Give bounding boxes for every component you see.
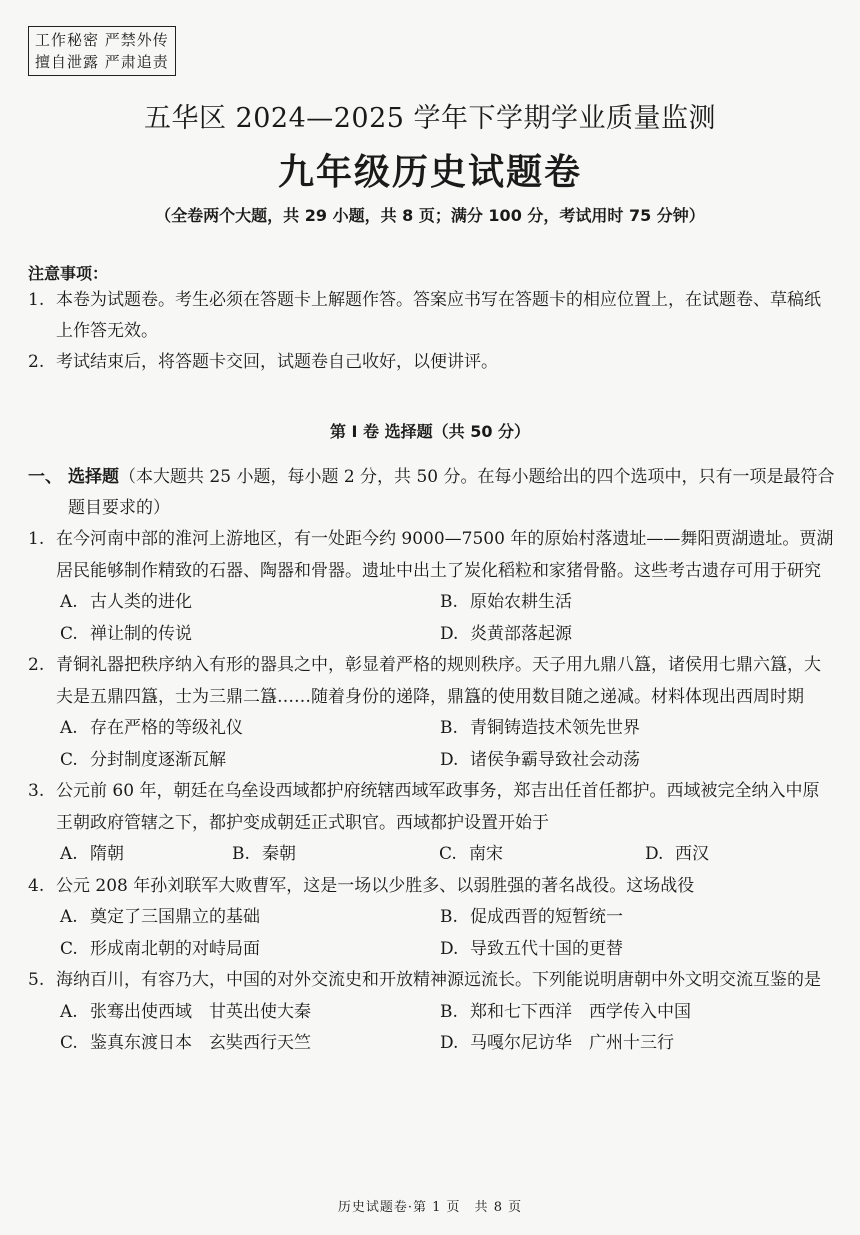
option bbox=[56, 839, 228, 871]
option-text: 隋朝 bbox=[90, 844, 124, 864]
question-number: 1. bbox=[28, 529, 45, 549]
question bbox=[28, 524, 836, 587]
option-label: D. bbox=[440, 623, 459, 644]
option-label: B. bbox=[440, 907, 458, 927]
option bbox=[56, 619, 436, 651]
option bbox=[228, 839, 435, 871]
page-footer: 历史试题卷·第 1 页 共 8 页 bbox=[337, 1200, 523, 1215]
exam-info: （全卷两个大题，共 29 小题，共 8 页；满分 100 分，考试用时 75 分钟） bbox=[155, 206, 705, 225]
option-label: C. bbox=[60, 623, 78, 644]
notice-number: 1. bbox=[28, 290, 45, 310]
notice-number: 2. bbox=[28, 352, 45, 372]
question-stem: 在今河南中部的淮河上游地区，有一处距今约 9000—7500 年的原始村落遗址——舞阳贾湖遗址。贾湖居民能够制作精致的石器、陶器和骨器。遗址中出土了炭化稻粒和家猪骨骼。这些考古遗存可用于研究 bbox=[56, 529, 834, 581]
option bbox=[56, 934, 436, 966]
question-options bbox=[56, 713, 836, 776]
option-label: C. bbox=[60, 749, 78, 770]
option-label: A. bbox=[60, 592, 78, 612]
option-label: D. bbox=[645, 844, 664, 864]
option-text: 奠定了三国鼎立的基础 bbox=[90, 907, 260, 927]
exam-title: 五华区 2024—2025 学年下学期学业质量监测 bbox=[143, 103, 717, 134]
option-text: 马嘎尔尼访华 广州十三行 bbox=[470, 1033, 674, 1053]
option-label: A. bbox=[60, 907, 78, 927]
question-stem: 青铜礼器把秩序纳入有形的器具之中，彰显着严格的规则秩序。天子用九鼎八簋，诸侯用七鼎六簋，大夫是五鼎四簋，士为三鼎二簋……随着身份的递降，鼎簋的使用数目随之递减。材料体现出西周时期 bbox=[56, 655, 821, 707]
option-label: A. bbox=[60, 844, 78, 864]
option bbox=[436, 902, 816, 934]
option-text: 形成南北朝的对峙局面 bbox=[90, 938, 260, 959]
question-stem: 公元 208 年孙刘联军大败曹军，这是一场以少胜多、以弱胜强的著名战役。这场战役 bbox=[56, 875, 695, 896]
option bbox=[56, 1028, 436, 1060]
question-options bbox=[56, 839, 836, 871]
question bbox=[28, 650, 836, 713]
section-number: 一、 bbox=[28, 467, 62, 487]
option bbox=[436, 934, 816, 966]
section-heading bbox=[28, 462, 836, 524]
option bbox=[56, 745, 436, 777]
option-label: C. bbox=[60, 1033, 78, 1053]
option bbox=[436, 745, 816, 777]
question-number: 4. bbox=[28, 875, 45, 896]
notice-list bbox=[28, 285, 836, 378]
question-stem: 海纳百川，有容乃大，中国的对外交流史和开放精神源远流长。下列能说明唐朝中外文明交流互鉴的是 bbox=[56, 970, 821, 990]
option-text: 存在严格的等级礼仪 bbox=[90, 718, 243, 738]
question bbox=[28, 965, 836, 997]
question bbox=[28, 776, 836, 839]
option-text: 分封制度逐渐瓦解 bbox=[90, 749, 226, 770]
confidential-line-2: 擅自泄露 严肃追责 bbox=[35, 53, 169, 71]
section-multiple-choice bbox=[28, 462, 836, 1060]
option-label: B. bbox=[440, 592, 458, 612]
option-text: 禅让制的传说 bbox=[90, 623, 192, 644]
option-label: D. bbox=[440, 749, 459, 770]
option-text: 促成西晋的短暂统一 bbox=[470, 907, 623, 927]
option bbox=[641, 839, 791, 871]
section-instructions: （本大题共 25 小题，每小题 2 分，共 50 分。在每小题给出的四个选项中，只有一项是最符合题目要求的） bbox=[68, 467, 835, 518]
option-text: 鉴真东渡日本 玄奘西行天竺 bbox=[90, 1033, 311, 1053]
question-number: 5. bbox=[28, 970, 45, 990]
option-text: 青铜铸造技术领先世界 bbox=[470, 718, 640, 738]
question-number: 2. bbox=[28, 655, 45, 675]
option-text: 导致五代十国的更替 bbox=[470, 938, 623, 959]
option-label: B. bbox=[440, 718, 458, 738]
option-text: 原始农耕生活 bbox=[470, 592, 572, 612]
option bbox=[436, 1028, 816, 1060]
option bbox=[435, 839, 641, 871]
question bbox=[28, 871, 836, 903]
option bbox=[436, 587, 816, 619]
option-label: B. bbox=[440, 1001, 458, 1022]
option bbox=[56, 902, 436, 934]
option-text: 古人类的进化 bbox=[90, 592, 192, 612]
option bbox=[436, 713, 816, 745]
option-label: B. bbox=[232, 844, 250, 864]
notice-text: 考试结束后，将答题卡交回，试题卷自己收好，以便讲评。 bbox=[56, 352, 498, 372]
notice-item bbox=[28, 347, 836, 378]
option bbox=[56, 713, 436, 745]
question-options bbox=[56, 902, 836, 965]
section-name: 选择题 bbox=[68, 467, 119, 487]
question-number: 3. bbox=[28, 781, 45, 801]
part-title: 第 I 卷 选择题（共 50 分） bbox=[329, 422, 531, 441]
option bbox=[436, 619, 816, 651]
option-label: A. bbox=[60, 718, 78, 738]
option-label: C. bbox=[60, 938, 78, 959]
option-text: 郑和七下西洋 西学传入中国 bbox=[470, 1001, 691, 1022]
option bbox=[56, 587, 436, 619]
option-text: 炎黄部落起源 bbox=[470, 623, 572, 644]
confidential-stamp bbox=[28, 26, 176, 76]
question-options bbox=[56, 997, 836, 1060]
option-text: 诸侯争霸导致社会动荡 bbox=[470, 749, 640, 770]
option-label: D. bbox=[440, 1033, 459, 1053]
option-text: 张骞出使西域 甘英出使大秦 bbox=[90, 1001, 311, 1022]
confidential-line-1: 工作秘密 严禁外传 bbox=[35, 31, 169, 49]
option bbox=[56, 997, 436, 1029]
notice-text: 本卷为试题卷。考生必须在答题卡上解题作答。答案应书写在答题卡的相应位置上，在试题卷、草稿纸上作答无效。 bbox=[56, 290, 821, 341]
subject-title: 九年级历史试题卷 bbox=[277, 152, 582, 193]
option-text: 南宋 bbox=[469, 844, 503, 864]
question-stem: 公元前 60 年，朝廷在乌垒设西域都护府统辖西域军政事务，郑吉出任首任都护。西域被完全纳入中原王朝政府管辖之下，都护变成朝廷正式职官。西域都护设置开始于 bbox=[56, 781, 820, 833]
question-options bbox=[56, 587, 836, 650]
notice-heading: 注意事项： bbox=[28, 264, 109, 283]
option-label: A. bbox=[60, 1001, 78, 1022]
option bbox=[436, 997, 816, 1029]
option-text: 秦朝 bbox=[262, 844, 296, 864]
notice-item bbox=[28, 285, 836, 347]
option-label: C. bbox=[439, 844, 457, 864]
section-description bbox=[68, 462, 836, 524]
option-text: 西汉 bbox=[675, 844, 709, 864]
option-label: D. bbox=[440, 938, 459, 959]
